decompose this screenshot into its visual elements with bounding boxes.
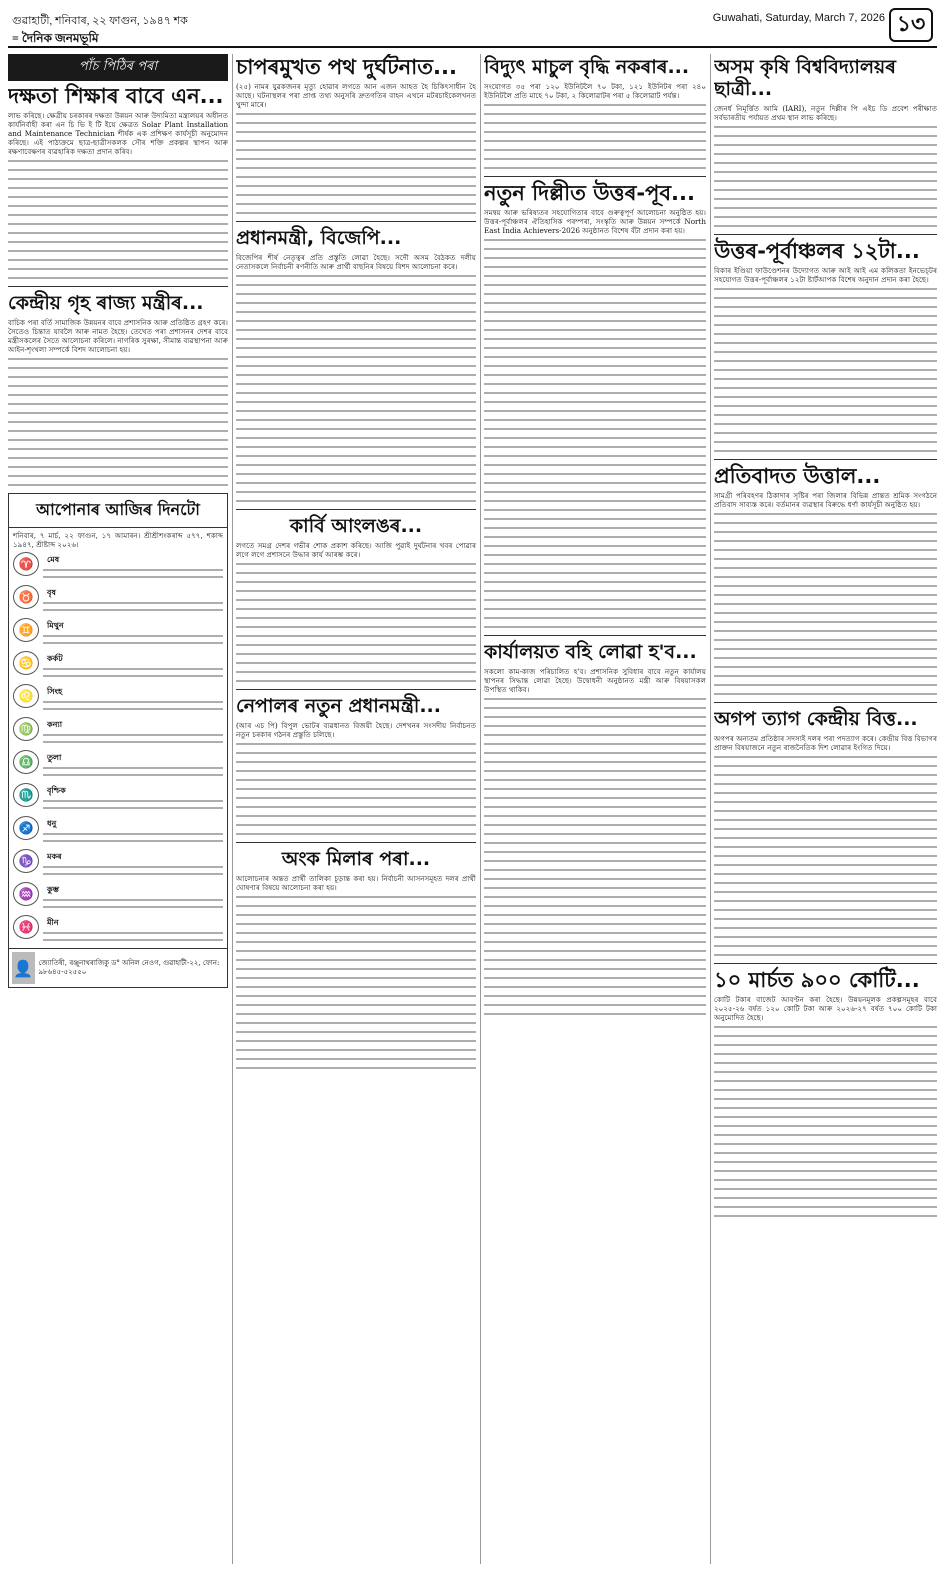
water-bearer-icon: ♒	[13, 882, 39, 906]
zodiac-aquarius: ♒ কুম্ভ	[13, 882, 223, 913]
ram-icon: ♈	[13, 552, 39, 576]
astrologer-credit	[9, 948, 227, 987]
zodiac-aries: ♈ মেষ	[13, 552, 223, 583]
continued-banner: পাঁচ পিঠিৰ পৰা	[8, 54, 228, 81]
headline-900-crore: ১০ মাৰ্চত ৯০০ কোটি...	[714, 968, 920, 992]
column-divider	[480, 54, 481, 1564]
paper-name: = দৈনিক জনমভূমি	[12, 31, 99, 45]
article-lines	[8, 358, 228, 486]
article-numbers-match: আলোচনাৰ অন্তত প্ৰাৰ্থী তালিকা চূড়ান্ত কৰা হয়। নিৰ্বাচনী আসনসমূহত দলৰ প্ৰাৰ্থী ঘোষণাৰ বিষয়ে আলোচনা কৰা হয়।	[236, 874, 476, 892]
astrologer-details: জ্যোতিষী, ৰঞ্জুনাথৰাজিকু ড° অনিল নেওগ, গুৱাহাটী-২২, ফোন: ৯৮৬৪৫-৫২৫৫০	[38, 959, 220, 976]
article-nepal-pm: (আৰ এচ পি) বিপুল ভোটৰ ব্যৱধানত বিজয়ী হৈছে। দেশখনৰ সংসদীয় নিৰ্বাচনত নতুন চৰকাৰ গঠনৰ প্ৰস্তুতি চলিছে।	[236, 721, 476, 739]
zodiac-leo: ♌ সিংহ	[13, 684, 223, 715]
scorpion-icon: ♏	[13, 783, 39, 807]
horoscope-intro: শনিবাৰ, ৭ মাৰ্চ, ২২ ফাগুন, ১৭ আমাৰন। শ্ৰীশ্ৰীশংকৰাব্দ ৫৭৭, শকাব্দ ১৯৪৭, শ্ৰীষ্টাব্দ ২০২৬।	[13, 531, 223, 549]
zodiac-cancer: ♋ কৰ্কট	[13, 651, 223, 682]
headline-skill-education: দক্ষতা শিক্ষাৰ বাবে এন...	[8, 84, 224, 108]
zodiac-virgo: ♍ কন্যা	[13, 717, 223, 748]
horoscope-box	[8, 493, 228, 988]
avatar: 👤	[12, 952, 35, 984]
article-900-crore: কোটি টকাৰ বাজেট আবণ্টন কৰা হৈছে। উন্নয়নমূলক প্ৰকল্পসমূহৰ বাবে ২০২৫-২৬ বৰ্ষত ১২০ কোটি টকা আৰু ২০২৬-২৭ বৰ্ষত ৭০০ কোটি টকা অনুমোদিত হৈছে।	[714, 995, 937, 1022]
article-electricity-tariff: সংযোগত ৩৫ পৰা ১২০ ইউনিটলৈ ৭০ টকা, ১২১ ইউনিটৰ পৰা ২৪০ ইউনিটলৈ প্ৰতি মাহে ৭০ টকা, ২ কিলোৱাটৰ পৰা ৫ কিলোৱাট পৰ্যন্ত।	[484, 82, 706, 100]
headline-home-minister: কেন্দ্ৰীয় গৃহ ৰাজ্য মন্ত্ৰীৰ...	[8, 292, 204, 314]
date-english: Guwahati, Saturday, March 7, 2026	[712, 12, 885, 24]
article-office-seated: সকলো কাম-কাজ পৰিচালিত হ'ব। প্ৰশাসনিক সুবিধাৰ বাবে নতুন কাৰ্যালয় স্থাপনৰ সিদ্ধান্ত লোৱা হৈছে। উদ্বোধনী অনুষ্ঠানত মন্ত্ৰী আৰু বিষয়াসকল উপস্থিত থাকিব।	[484, 667, 706, 694]
article-skill-education: লাভ কৰিছে। ক্ষেত্ৰীয় চৰকাৰৰ দক্ষতা উন্নয়ন আৰু উদ্যমিতা মন্ত্ৰালয়ৰ অধীনত কাৰ্যনিৰ্বাহী কৰা এন চি ভি ই টি ইয়ে ক্ষেত্ৰত Solar Plant Installation and Maintenance Technician শীৰ্ষক এক প্ৰশিক্ষণ কাৰ্যসূচী অনুমোদন কৰিছে। এই পাঠ্যক্ৰমে ছাত্ৰ-ছাত্ৰীসকলক সৌৰ শক্তি প্ৰকল্পৰ স্থাপন আৰু ৰক্ষণাবেক্ষণৰ ব্যৱহাৰিক দক্ষতা প্ৰদান কৰিব।	[8, 111, 228, 156]
article-karbi-anglong: লগতে সমগ্ৰ দেশৰ গভীৰ শোক প্ৰকাশ কৰিছে। আজি পুৱাই দুৰ্ঘটনাৰ খবৰ পোৱাৰ লগে লগে প্ৰশাসনে উদ্ধাৰ কাৰ্য আৰম্ভ কৰে।	[236, 541, 476, 559]
zodiac-sagittarius: ♐ ধনু	[13, 816, 223, 847]
bull-icon: ♉	[13, 585, 39, 609]
article-agri-university: জেনৰ্ধ নিমূৰ্ত্তিত আমি (IARI), নতুন দিল্লীৰ পি এইচ ডি প্ৰবেশ পৰীক্ষাত সৰ্বভাৰতীয় পৰ্যায়ত প্ৰথম স্থান লাভ কৰিছে।	[714, 104, 937, 122]
divider	[8, 286, 228, 287]
headline-nepal-pm: নেপালৰ নতুন প্ৰধানমন্ত্ৰী...	[236, 695, 441, 717]
scales-icon: ♎	[13, 750, 39, 774]
headline-karbi-anglong: কাৰ্বি আংলঙৰ...	[289, 515, 423, 537]
article-road-accident: (২৫) নামৰ যুৱকজনৰ মৃত্যু হোৱাৰ লগতে আন এজন আহত হৈ চিকিৎসাধীন হৈ আছে। ঘটনাস্থলৰ পৰা প্ৰাপ্ত তথ্য অনুসৰি দ্ৰুতগতিৰ বাহন এখনে মটৰচাইকেলখনত খুন্দা মাৰে।	[236, 82, 476, 109]
article-pm-bjp: বিজেপিৰ শীৰ্ষ নেতৃত্বৰ প্ৰতি প্ৰস্তুতি লোৱা হৈছে। সদৌ অসম বৈঠকত দলীয় নেতাসকলে নিৰ্বাচনী ৰণনীতি আৰু প্ৰাৰ্থী বাছনিৰ বিষয়ে বিশদ আলোচনা কৰে।	[236, 253, 476, 271]
zodiac-capricorn: ♑ মকৰ	[13, 849, 223, 880]
zodiac-scorpio: ♏ বৃশ্চিক	[13, 783, 223, 814]
columns	[8, 54, 937, 1564]
article-northeast-12: বিকাৰ ইণ্ডিয়া ফাউণ্ডেশনৰ উদ্যোগত আৰু আই আই এম কলিকতা ইনভেচ্টৰ সহযোগত উত্তৰ-পূৰ্বাঞ্চলৰ ১২টা ষ্টাৰ্টআপক বিশেষ অনুদান প্ৰদান কৰা হৈছে।	[714, 266, 937, 284]
twins-icon: ♊	[13, 618, 39, 642]
column-4	[714, 54, 937, 1564]
zodiac-taurus: ♉ বৃষ	[13, 585, 223, 616]
horoscope-title: আপোনাৰ আজিৰ দিনটো	[9, 494, 227, 528]
article-lines	[8, 160, 228, 279]
column-3	[484, 54, 706, 1564]
headline-agri-university: অসম কৃষি বিশ্ববিদ্যালয়ৰ ছাত্ৰী...	[714, 56, 896, 100]
zodiac-libra: ♎ তুলা	[13, 750, 223, 781]
article-northeast-delhi: সমন্বয় আৰু ভৰিষ্যতৰ সহযোগিতাৰ বাবে গুৰুত্বপূৰ্ণ আলোচনা অনুষ্ঠিত হয়। উত্তৰ-পূৰ্বাঞ্চলৰ ঐতিহাসিক পৰম্পৰা, সংস্কৃতি আৰু উন্নয়ন সম্পৰ্কে North East India Achievers-2026 অনুষ্ঠানত বিশেষ বঁটা প্ৰদান কৰা হয়।	[484, 208, 706, 235]
fish-icon: ♓	[13, 915, 39, 939]
article-home-minister: বাচিক পৰা বৰ্তি সামাজিক উন্নয়নৰ বাবে প্ৰশাসনিক আৰু প্ৰতিষ্ঠিত গ্ৰহণ কৰে। সৈতেও চিন্তাত যাবলৈ আৰু নামত হৈছে। তেখেত পৰা প্ৰশাসনৰ দেশৰ বাবে মন্ত্ৰীসকলেৰ সৈতে আলোচনা কৰিলে। নাগৰিক সুৰক্ষা, সীমান্ত ব্যৱস্থাপনা আৰু আইন-শৃংখলা সম্পৰ্কে বিশদ আলোচনা হয়।	[8, 318, 228, 354]
column-1	[8, 54, 228, 1564]
crab-icon: ♋	[13, 651, 39, 675]
headline-road-accident: চাপৰমুখত পথ দুৰ্ঘটনাত...	[236, 55, 457, 79]
archer-icon: ♐	[13, 816, 39, 840]
virgo-icon: ♍	[13, 717, 39, 741]
headline-numbers-match: অংক মিলাৰ পৰা...	[281, 848, 431, 870]
lion-icon: ♌	[13, 684, 39, 708]
headline-agp-resign: অগপ ত্যাগ কেন্দ্ৰীয় বিত্ত...	[714, 708, 918, 730]
zodiac-pisces: ♓ মীন	[13, 915, 223, 946]
headline-electricity-tariff: বিদ্যুৎ মাচুল বৃদ্ধি নকৰাৰ...	[484, 56, 690, 78]
headline-protest: প্ৰতিবাদত উত্তাল...	[714, 464, 881, 488]
headline-northeast-delhi: নতুন দিল্লীত উত্তৰ-পূব...	[484, 181, 695, 205]
page-number: ১৩	[889, 8, 933, 42]
goat-icon: ♑	[13, 849, 39, 873]
column-2	[236, 54, 476, 1564]
date-assamese: গুৱাহাটী, শনিবাৰ, ২২ ফাগুন, ১৯৪৭ শক	[12, 15, 188, 27]
article-protest: সামগ্ৰী পৰিবহণৰ ঠিকাদাৰ সৃষ্টিৰ পৰা জিলাৰ বিভিন্ন প্ৰান্তত শ্ৰমিক সংগঠনে প্ৰতিবাদ সাব্যস্ত কৰে। বৰ্তমানৰ ব্যৱস্থাৰ বিৰুদ্ধে ধৰ্ণা কাৰ্যসূচী অনুষ্ঠিত হয়।	[714, 491, 937, 509]
headline-northeast-12: উত্তৰ-পূৰ্বাঞ্চলৰ ১২টা...	[714, 239, 920, 263]
column-divider	[232, 54, 233, 1564]
headline-office-seated: কাৰ্যালয়ত বহি লোৱা হ'ব...	[484, 641, 697, 663]
page-header	[8, 6, 937, 48]
column-divider	[710, 54, 711, 1564]
zodiac-gemini: ♊ মিথুন	[13, 618, 223, 649]
article-agp-resign: অগপৰ অন্যতম প্ৰতিষ্ঠাৰ সদস্যই দলৰ পৰা পদত্যাগ কৰে। কেন্দ্ৰীয় বিত্ত বিভাগৰ প্ৰাক্তন বিষয়াজনে নতুন ৰাজনৈতিক দিশ লোৱাৰ ইংগিত দিয়ে।	[714, 734, 937, 752]
headline-pm-bjp: প্ৰধানমন্ত্ৰী, বিজেপি...	[236, 227, 402, 249]
